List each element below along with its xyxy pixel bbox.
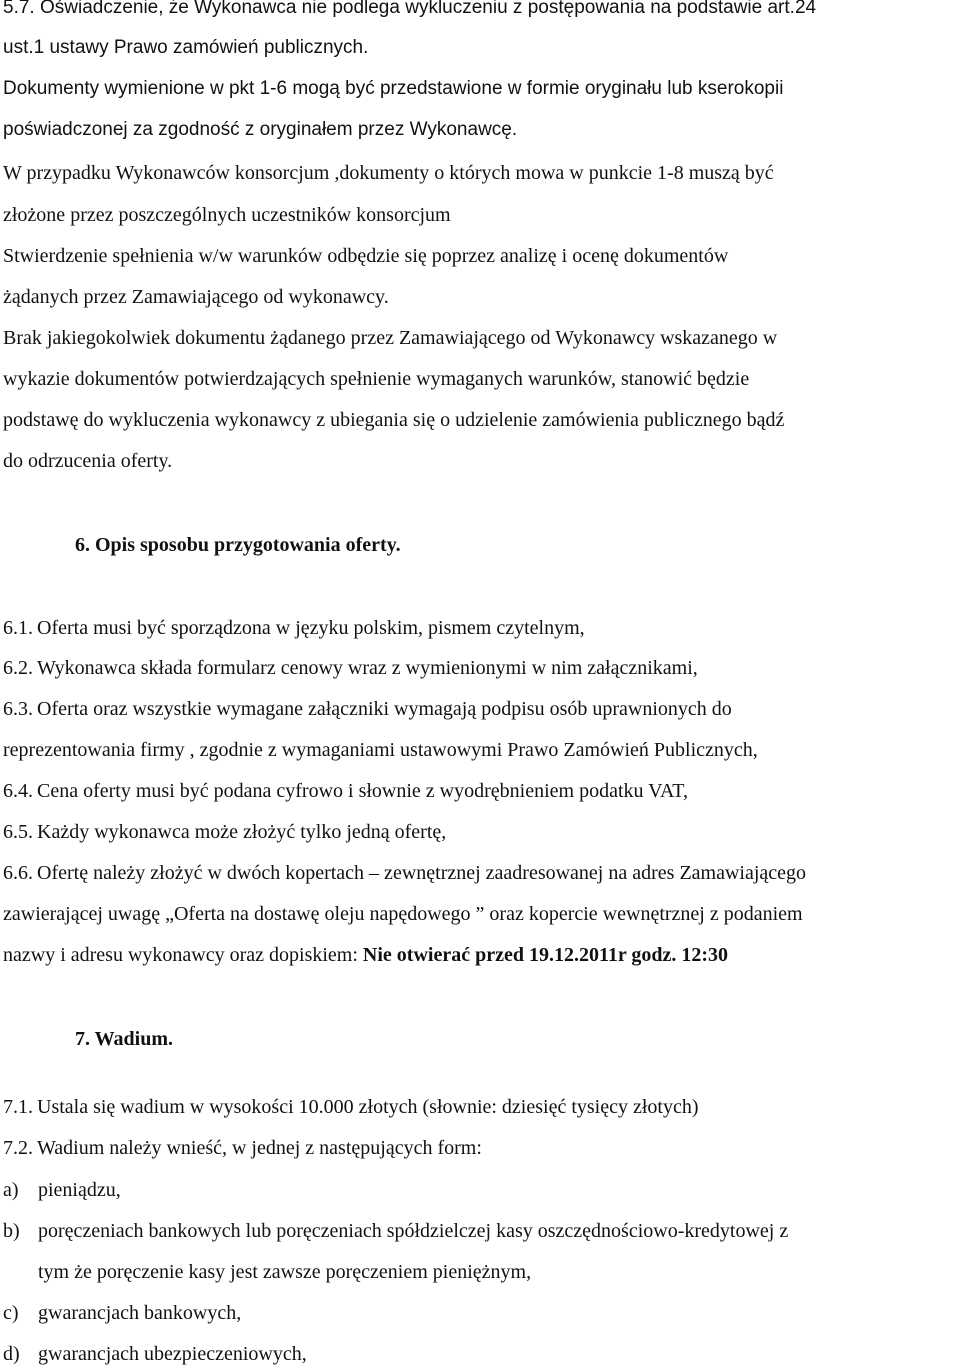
form-text: poręczeniach bankowych lub poręczeniach spółdzielczej kasy oszczędnościowo-kredytowej z: [38, 1220, 789, 1242]
form-label: a): [3, 1179, 19, 1201]
item-text: Ofertę należy złożyć w dwóch kopertach – zewnętrznej zaadresowanej na adres Zamawiającego: [37, 862, 807, 884]
item-number: 6.3.: [3, 698, 33, 720]
intro-line: ust.1 ustawy Prawo zamówień publicznych.: [3, 37, 369, 58]
body-line: Stwierdzenie spełnienia w/w warunków odbędzie się poprzez analizę i ocenę dokumentów: [3, 245, 729, 267]
item-number: 6.2.: [3, 657, 33, 679]
item-number: 7.1.: [3, 1096, 33, 1118]
body-line: do odrzucenia oferty.: [3, 450, 173, 472]
form-text: pieniądzu,: [38, 1179, 121, 1201]
item-number: 7.2.: [3, 1137, 33, 1159]
item-text: nazwy i adresu wykonawcy oraz dopiskiem:: [3, 944, 363, 966]
form-item-continuation: tym że poręczenie kasy jest zawsze poręczeniem pieniężnym,: [38, 1261, 532, 1283]
item-number: 6.1.: [3, 617, 33, 639]
intro-line: Dokumenty wymienione w pkt 1-6 mogą być przedstawione w formie oryginału lub kserokopii: [3, 78, 784, 99]
list-item: [3, 861, 806, 885]
body-line: wykazie dokumentów potwierdzających spełnienie wymaganych warunków, stanowić będzie: [3, 368, 750, 390]
list-item: [3, 616, 585, 640]
item-text: Wykonawca składa formularz cenowy wraz z wymienionymi w nim załącznikami,: [37, 657, 698, 679]
intro-line: 5.7. Oświadczenie, że Wykonawca nie podlega wykluczeniu z postępowania na podstawie art.24: [3, 0, 817, 18]
item-text: Cena oferty musi być podana cyfrowo i słownie z wyodrębnieniem podatku VAT,: [37, 780, 688, 802]
body-line: podstawę do wykluczenia wykonawcy z ubiegania się o udzielenie zamówienia publicznego bądź: [3, 409, 785, 431]
list-item: [3, 1095, 699, 1119]
body-line: żądanych przez Zamawiającego od wykonawcy.: [3, 286, 389, 308]
intro-line: poświadczonej za zgodność z oryginałem przez Wykonawcę.: [3, 119, 518, 140]
list-item: [3, 1136, 482, 1160]
form-text: gwarancjach bankowych,: [38, 1302, 242, 1324]
body-line: Brak jakiegokolwiek dokumentu żądanego przez Zamawiającego od Wykonawcy wskazanego w: [3, 327, 778, 349]
form-label: d): [3, 1343, 20, 1365]
list-item-continuation: zawierającej uwagę „Oferta na dostawę oleju napędowego ” oraz kopercie wewnętrznej z podaniem: [3, 903, 803, 925]
item-number: 6.5.: [3, 821, 33, 843]
section-heading: 7. Wadium.: [75, 1028, 173, 1050]
item-text: Wadium należy wnieść, w jednej z następujących form:: [37, 1137, 482, 1159]
form-label: b): [3, 1220, 20, 1242]
list-item: [3, 779, 688, 803]
list-item-continuation: [3, 943, 728, 967]
section-heading: 6. Opis sposobu przygotowania oferty.: [75, 534, 401, 556]
form-item: [3, 1178, 121, 1202]
list-item: [3, 820, 446, 844]
form-item: [3, 1219, 788, 1243]
item-text: Oferta musi być sporządzona w języku polskim, pismem czytelnym,: [37, 617, 585, 639]
item-number: 6.6.: [3, 862, 33, 884]
form-item: [3, 1342, 307, 1366]
deadline-note: Nie otwierać przed 19.12.2011r godz. 12:30: [362, 944, 729, 966]
item-text: Oferta oraz wszystkie wymagane załączniki wymagają podpisu osób uprawnionych do: [37, 698, 732, 720]
form-label: c): [3, 1302, 19, 1324]
list-item: [3, 656, 698, 680]
body-line: W przypadku Wykonawców konsorcjum ,dokumenty o których mowa w punkcie 1-8 muszą być: [3, 162, 774, 184]
form-text: gwarancjach ubezpieczeniowych,: [38, 1343, 307, 1365]
list-item: [3, 697, 732, 721]
form-item: [3, 1301, 241, 1325]
body-line: złożone przez poszczególnych uczestników konsorcjum: [3, 204, 451, 226]
item-number: 6.4.: [3, 780, 33, 802]
item-text: Ustala się wadium w wysokości 10.000 złotych (słownie: dziesięć tysięcy złotych): [37, 1096, 699, 1118]
list-item-continuation: reprezentowania firmy , zgodnie z wymaganiami ustawowymi Prawo Zamówień Publicznych,: [3, 739, 758, 761]
item-text: Każdy wykonawca może złożyć tylko jedną ofertę,: [37, 821, 447, 843]
